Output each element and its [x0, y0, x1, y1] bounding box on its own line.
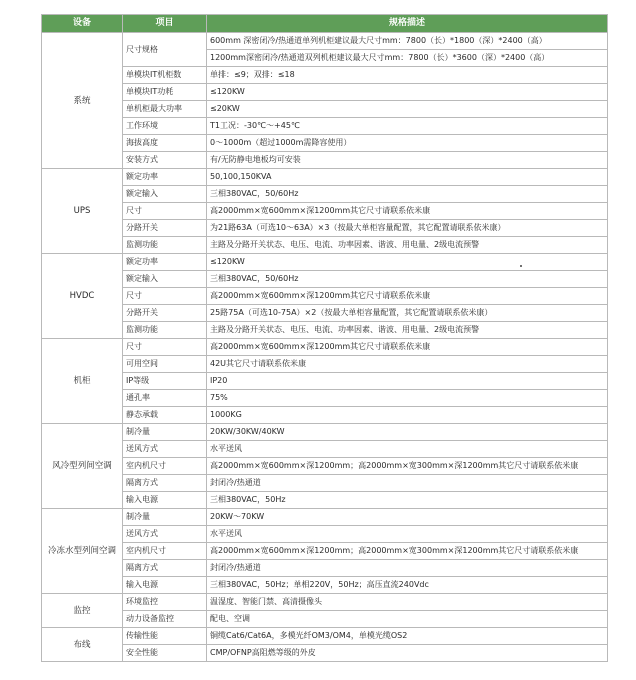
spec-cell: 配电、空调	[207, 611, 608, 628]
item-cell: 尺寸	[123, 339, 207, 356]
item-cell: 工作环境	[123, 118, 207, 135]
spec-cell: 0～1000m（超过1000m需降容使用）	[207, 135, 608, 152]
item-cell: 制冷量	[123, 509, 207, 526]
spec-cell: 主路及分路开关状态、电压、电流、功率因素、谐波、用电量、2级电流预警	[207, 237, 608, 254]
header-spec: 规格描述	[207, 15, 608, 33]
item-cell: 监测功能	[123, 322, 207, 339]
item-cell: 安全性能	[123, 645, 207, 662]
spec-cell: ≤120KW	[207, 254, 608, 271]
item-cell: 安装方式	[123, 152, 207, 169]
item-cell: 制冷量	[123, 424, 207, 441]
category-cell: HVDC	[42, 254, 123, 339]
spec-cell: 高2000mm×宽600mm×深1200mm其它尺寸请联系依米康	[207, 288, 608, 305]
category-cell: 布线	[42, 628, 123, 662]
spec-cell: 50,100,150KVA	[207, 169, 608, 186]
spec-cell: 20KW～70KW	[207, 509, 608, 526]
table-row	[42, 152, 608, 169]
item-cell: 传输性能	[123, 628, 207, 645]
item-cell: 分路开关	[123, 220, 207, 237]
item-cell: 尺寸	[123, 288, 207, 305]
table-row	[42, 407, 608, 424]
item-cell: 送风方式	[123, 526, 207, 543]
table-row	[42, 356, 608, 373]
table-row	[42, 118, 608, 135]
table-row	[42, 135, 608, 152]
table-row	[42, 339, 608, 356]
category-cell: 冷冻水型列间空调	[42, 509, 123, 594]
spec-cell: 三相380VAC，50/60Hz	[207, 186, 608, 203]
stray-mark	[520, 265, 522, 267]
table-row	[42, 458, 608, 475]
spec-cell: ≤20KW	[207, 101, 608, 118]
table-row	[42, 84, 608, 101]
category-cell: 监控	[42, 594, 123, 628]
spec-cell: 75%	[207, 390, 608, 407]
spec-cell: 25路75A（可选10-75A）×2（按最大单柜容量配置，其它配置请联系依米康）	[207, 305, 608, 322]
item-cell: 单机柜最大功率	[123, 101, 207, 118]
item-cell: 单模块IT机柜数	[123, 67, 207, 84]
spec-cell: 20KW/30KW/40KW	[207, 424, 608, 441]
item-cell: 送风方式	[123, 441, 207, 458]
category-cell: 风冷型列间空调	[42, 424, 123, 509]
item-cell: IP等级	[123, 373, 207, 390]
item-cell: 监测功能	[123, 237, 207, 254]
item-cell: 尺寸	[123, 203, 207, 220]
item-cell: 尺寸规格	[123, 33, 207, 67]
table-row	[42, 560, 608, 577]
header-item: 项目	[123, 15, 207, 33]
spec-cell: ≤120KW	[207, 84, 608, 101]
table-row	[42, 390, 608, 407]
table-row	[42, 186, 608, 203]
table-row	[42, 322, 608, 339]
item-cell: 额定输入	[123, 271, 207, 288]
item-cell: 室内机尺寸	[123, 458, 207, 475]
spec-cell: 有/无防静电地板均可安装	[207, 152, 608, 169]
table-row	[42, 645, 608, 662]
spec-cell: IP20	[207, 373, 608, 390]
table-row	[42, 475, 608, 492]
table-row	[42, 237, 608, 254]
table-row	[42, 101, 608, 118]
header-row	[42, 15, 608, 33]
item-cell: 动力设备监控	[123, 611, 207, 628]
spec-cell: 温湿度、智能门禁、高清摄像头	[207, 594, 608, 611]
spec-cell: 水平送风	[207, 526, 608, 543]
table-row	[42, 424, 608, 441]
spec-cell: 铜缆Cat6/Cat6A，多模光纤OM3/OM4，单模光缆OS2	[207, 628, 608, 645]
spec-cell: 封闭冷/热通道	[207, 475, 608, 492]
table-row	[42, 271, 608, 288]
item-cell: 隔离方式	[123, 475, 207, 492]
item-cell: 可用空间	[123, 356, 207, 373]
table-row	[42, 543, 608, 560]
table-row	[42, 254, 608, 271]
spec-cell: T1工况：-30℃～+45℃	[207, 118, 608, 135]
header-category: 设备	[42, 15, 123, 33]
item-cell: 分路开关	[123, 305, 207, 322]
table-row	[42, 594, 608, 611]
spec-cell: 封闭冷/热通道	[207, 560, 608, 577]
table-row	[42, 509, 608, 526]
spec-cell: 高2000mm×宽600mm×深1200mm其它尺寸请联系依米康	[207, 339, 608, 356]
spec-cell: CMP/OFNP高阻燃等级的外皮	[207, 645, 608, 662]
item-cell: 室内机尺寸	[123, 543, 207, 560]
table-row	[42, 169, 608, 186]
spec-cell: 高2000mm×宽600mm×深1200mm；高2000mm×宽300mm×深1200mm其它尺寸请联系依米康	[207, 458, 608, 475]
item-cell: 海拔高度	[123, 135, 207, 152]
table-row	[42, 203, 608, 220]
spec-cell: 单排：≤9；双排：≤18	[207, 67, 608, 84]
item-cell: 输入电源	[123, 577, 207, 594]
spec-cell: 1000KG	[207, 407, 608, 424]
spec-cell: 42U其它尺寸请联系依米康	[207, 356, 608, 373]
table-row	[42, 492, 608, 509]
spec-cell: 三相380VAC，50/60Hz	[207, 271, 608, 288]
table-row	[42, 526, 608, 543]
spec-table	[41, 14, 608, 662]
spec-cell: 高2000mm×宽600mm×深1200mm其它尺寸请联系依米康	[207, 203, 608, 220]
table-row	[42, 305, 608, 322]
table-row	[42, 628, 608, 645]
spec-cell: 高2000mm×宽600mm×深1200mm；高2000mm×宽300mm×深1200mm其它尺寸请联系依米康	[207, 543, 608, 560]
category-cell: 系统	[42, 33, 123, 169]
table-row	[42, 67, 608, 84]
table-row	[42, 373, 608, 390]
spec-cell: 1200mm深密闭冷/热通道双列机柜建议最大尺寸mm：7800（长）*3600（深）*2400（高）	[207, 50, 608, 67]
item-cell: 静态承载	[123, 407, 207, 424]
table-row	[42, 288, 608, 305]
spec-cell: 三相380VAC，50Hz；单相220V，50Hz；高压直流240Vdc	[207, 577, 608, 594]
table-row	[42, 220, 608, 237]
item-cell: 单模块IT功耗	[123, 84, 207, 101]
spec-cell: 水平送风	[207, 441, 608, 458]
spec-cell: 三相380VAC，50Hz	[207, 492, 608, 509]
spec-cell: 为21路63A（可选10～63A）×3（按最大单柜容量配置，其它配置请联系依米康）	[207, 220, 608, 237]
item-cell: 额定功率	[123, 169, 207, 186]
item-cell: 环境监控	[123, 594, 207, 611]
spec-cell: 600mm 深密闭冷/热通道单列机柜建议最大尺寸mm：7800（长）*1800（深）*2400（高）	[207, 33, 608, 50]
table-row	[42, 33, 608, 50]
item-cell: 通孔率	[123, 390, 207, 407]
table-row	[42, 441, 608, 458]
table-row	[42, 577, 608, 594]
item-cell: 额定功率	[123, 254, 207, 271]
category-cell: 机柜	[42, 339, 123, 424]
item-cell: 输入电源	[123, 492, 207, 509]
spec-body	[42, 33, 608, 662]
item-cell: 额定输入	[123, 186, 207, 203]
item-cell: 隔离方式	[123, 560, 207, 577]
spec-cell: 主路及分路开关状态、电压、电流、功率因素、谐波、用电量、2级电流预警	[207, 322, 608, 339]
category-cell: UPS	[42, 169, 123, 254]
table-row	[42, 611, 608, 628]
